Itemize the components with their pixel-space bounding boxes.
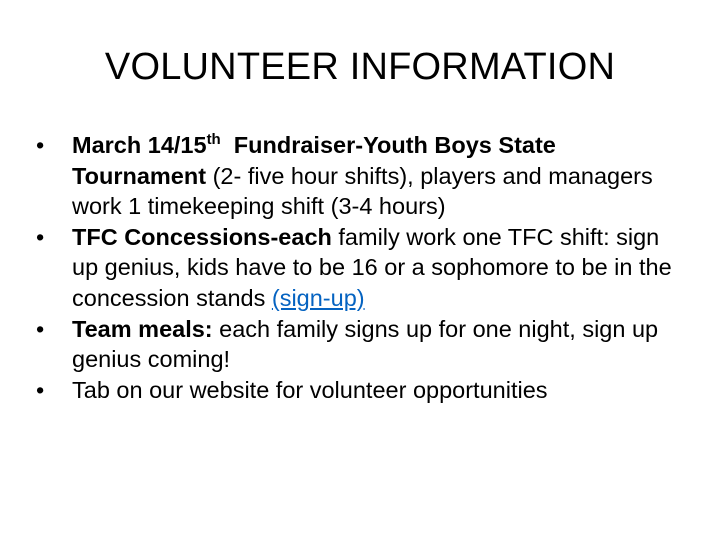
bullet-icon: • (36, 132, 45, 158)
item-text: family work one TFC shift: sign up genius, kids have to be 16 or a sophomore to be in the concession stands (72, 223, 672, 311)
bullet-icon: • (36, 376, 45, 403)
item-text: (2- five hour shifts), players and managers work 1 timekeeping shift (3-4 hours) (72, 162, 653, 220)
list-item (36, 130, 686, 222)
list-item (36, 314, 686, 375)
item-text: each family signs up for one night, sign up genius coming! (72, 315, 659, 373)
item-bold-text: Team meals: (72, 315, 213, 342)
item-bold-text-2: Fundraiser-Youth Boys State Tournament (72, 132, 563, 189)
item-bold-text: March 14/15 (72, 132, 207, 158)
item-superscript: th (206, 131, 221, 148)
slide-title: VOLUNTEER INFORMATION (104, 46, 616, 88)
item-bold-text: TFC Concessions-each (72, 223, 332, 250)
list-item (36, 375, 686, 406)
list-item (36, 222, 686, 314)
bullet-icon: • (36, 315, 45, 342)
item-text: Tab on our website for volunteer opportunities (72, 376, 548, 403)
bullet-icon: • (36, 223, 45, 250)
bullet-list (36, 130, 686, 405)
signup-link[interactable]: (sign-up) (271, 284, 365, 311)
